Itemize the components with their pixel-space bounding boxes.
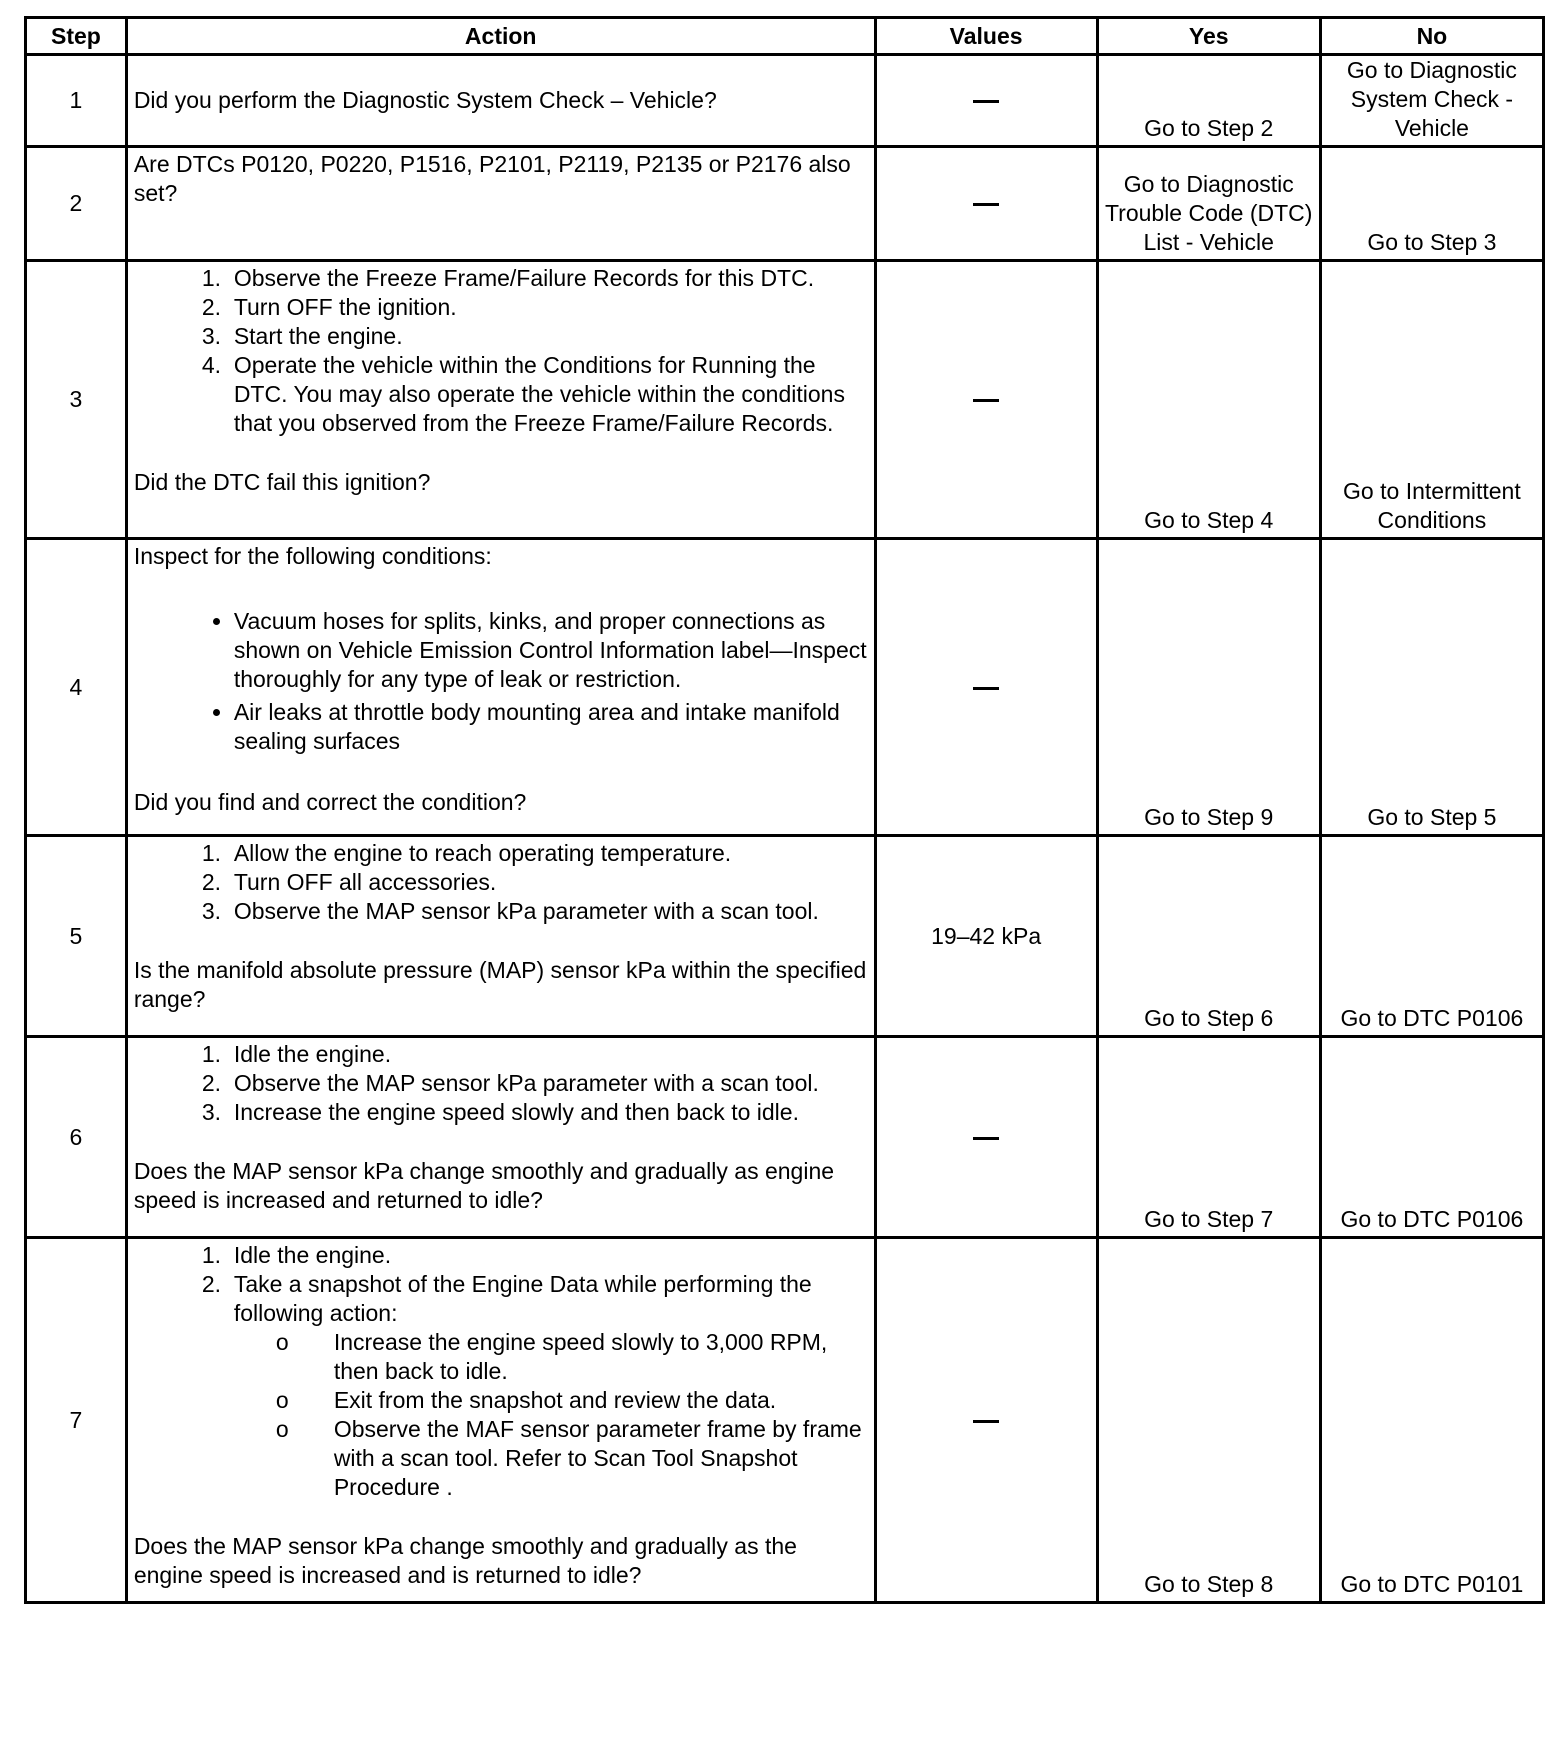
action-cell <box>126 261 875 539</box>
step-list <box>134 264 868 438</box>
values-cell <box>875 147 1097 261</box>
list-item: 3. Increase the engine speed slowly and then back to idle. <box>234 1098 868 1127</box>
list-item: 2. Observe the MAP sensor kPa parameter with a scan tool. <box>234 1069 868 1098</box>
table-row <box>26 55 1544 147</box>
no-action: Go to DTC P0106 <box>1320 1037 1543 1238</box>
step-number: 6 <box>26 1037 127 1238</box>
action-question: Does the MAP sensor kPa change smoothly and gradually as engine speed is increased and returned to idle? <box>133 1158 835 1213</box>
step-number: 7 <box>26 1238 127 1603</box>
action-question: Did you find and correct the condition? <box>133 789 527 815</box>
action-cell <box>126 147 875 261</box>
step-number: 5 <box>26 836 127 1037</box>
dash-mark <box>973 100 999 103</box>
dash-mark <box>973 1420 999 1423</box>
action-question: Did the DTC fail this ignition? <box>133 469 431 495</box>
header-values: Values <box>875 18 1097 55</box>
action-question: Did you perform the Diagnostic System Check – Vehicle? <box>133 87 717 113</box>
yes-action: Go to Step 6 <box>1097 836 1320 1037</box>
action-cell <box>126 539 875 836</box>
values-cell <box>875 261 1097 539</box>
table-row <box>26 836 1544 1037</box>
header-action: Action <box>126 18 875 55</box>
dash-mark <box>973 203 999 206</box>
step-list <box>134 1040 868 1127</box>
list-item: 1. Allow the engine to reach operating temperature. <box>234 839 868 868</box>
values-cell <box>875 1238 1097 1603</box>
step-number: 3 <box>26 261 127 539</box>
sub-list-item: o Exit from the snapshot and review the data. <box>276 1386 868 1415</box>
yes-action: Go to Diagnostic Trouble Code (DTC) List - Vehicle <box>1097 147 1320 261</box>
header-row <box>26 18 1544 55</box>
action-cell <box>126 55 875 147</box>
action-intro: Inspect for the following conditions: <box>133 543 492 569</box>
no-action: Go to DTC P0101 <box>1320 1238 1543 1603</box>
no-action: Go to Intermittent Conditions <box>1320 261 1543 539</box>
dash-mark <box>973 1137 999 1140</box>
values-cell: 19–42 kPa <box>875 836 1097 1037</box>
dash-mark <box>973 687 999 690</box>
action-question: Are DTCs P0120, P0220, P1516, P2101, P2119, P2135 or P2176 also set? <box>133 151 851 206</box>
yes-action: Go to Step 2 <box>1097 55 1320 147</box>
diagnostic-table <box>24 16 1545 1604</box>
action-cell <box>126 1238 875 1603</box>
values-cell <box>875 1037 1097 1238</box>
action-cell <box>126 1037 875 1238</box>
list-item: 1. Idle the engine. <box>234 1040 868 1069</box>
step-list <box>134 1241 868 1502</box>
values-cell <box>875 55 1097 147</box>
table-row <box>26 147 1544 261</box>
yes-action: Go to Step 4 <box>1097 261 1320 539</box>
step-number: 2 <box>26 147 127 261</box>
action-question: Does the MAP sensor kPa change smoothly and gradually as the engine speed is increased and is returned to idle? <box>133 1533 797 1588</box>
no-action: Go to Diagnostic System Check - Vehicle <box>1320 55 1543 147</box>
step-list <box>134 839 868 926</box>
list-item: 4. Operate the vehicle within the Conditions for Running the DTC. You may also operate the vehicle within the conditions that you observed from the Freeze Frame/Failure Records. <box>234 351 868 438</box>
yes-action: Go to Step 9 <box>1097 539 1320 836</box>
list-item: 2. Turn OFF the ignition. <box>234 293 868 322</box>
header-no: No <box>1320 18 1543 55</box>
sub-list <box>234 1328 868 1502</box>
yes-action: Go to Step 7 <box>1097 1037 1320 1238</box>
list-item: • Air leaks at throttle body mounting area and intake manifold sealing surfaces <box>234 698 868 756</box>
sub-list-item: o Increase the engine speed slowly to 3,000 RPM, then back to idle. <box>276 1328 868 1386</box>
no-action: Go to Step 3 <box>1320 147 1543 261</box>
list-item-text: Take a snapshot of the Engine Data while performing the following action: <box>233 1271 812 1326</box>
header-step: Step <box>26 18 127 55</box>
condition-list <box>134 607 868 756</box>
list-item <box>234 1270 868 1502</box>
no-action: Go to DTC P0106 <box>1320 836 1543 1037</box>
list-item: • Vacuum hoses for splits, kinks, and proper connections as shown on Vehicle Emission Control Information label—Inspect thoroughly for any type of leak or restriction. <box>234 607 868 694</box>
step-number: 1 <box>26 55 127 147</box>
list-item: 3. Observe the MAP sensor kPa parameter with a scan tool. <box>234 897 868 926</box>
sub-list-item: o Observe the MAF sensor parameter frame by frame with a scan tool. Refer to Scan Tool Snapshot Procedure . <box>276 1415 868 1502</box>
yes-action: Go to Step 8 <box>1097 1238 1320 1603</box>
list-item: 1. Observe the Freeze Frame/Failure Records for this DTC. <box>234 264 868 293</box>
header-yes: Yes <box>1097 18 1320 55</box>
table-row <box>26 539 1544 836</box>
no-action: Go to Step 5 <box>1320 539 1543 836</box>
list-item: 1. Idle the engine. <box>234 1241 868 1270</box>
table-row <box>26 1037 1544 1238</box>
step-number: 4 <box>26 539 127 836</box>
table-row <box>26 1238 1544 1603</box>
action-cell <box>126 836 875 1037</box>
list-item: 3. Start the engine. <box>234 322 868 351</box>
table-row <box>26 261 1544 539</box>
values-cell <box>875 539 1097 836</box>
action-question: Is the manifold absolute pressure (MAP) sensor kPa within the specified range? <box>133 957 867 1012</box>
dash-mark <box>973 399 999 402</box>
list-item: 2. Turn OFF all accessories. <box>234 868 868 897</box>
